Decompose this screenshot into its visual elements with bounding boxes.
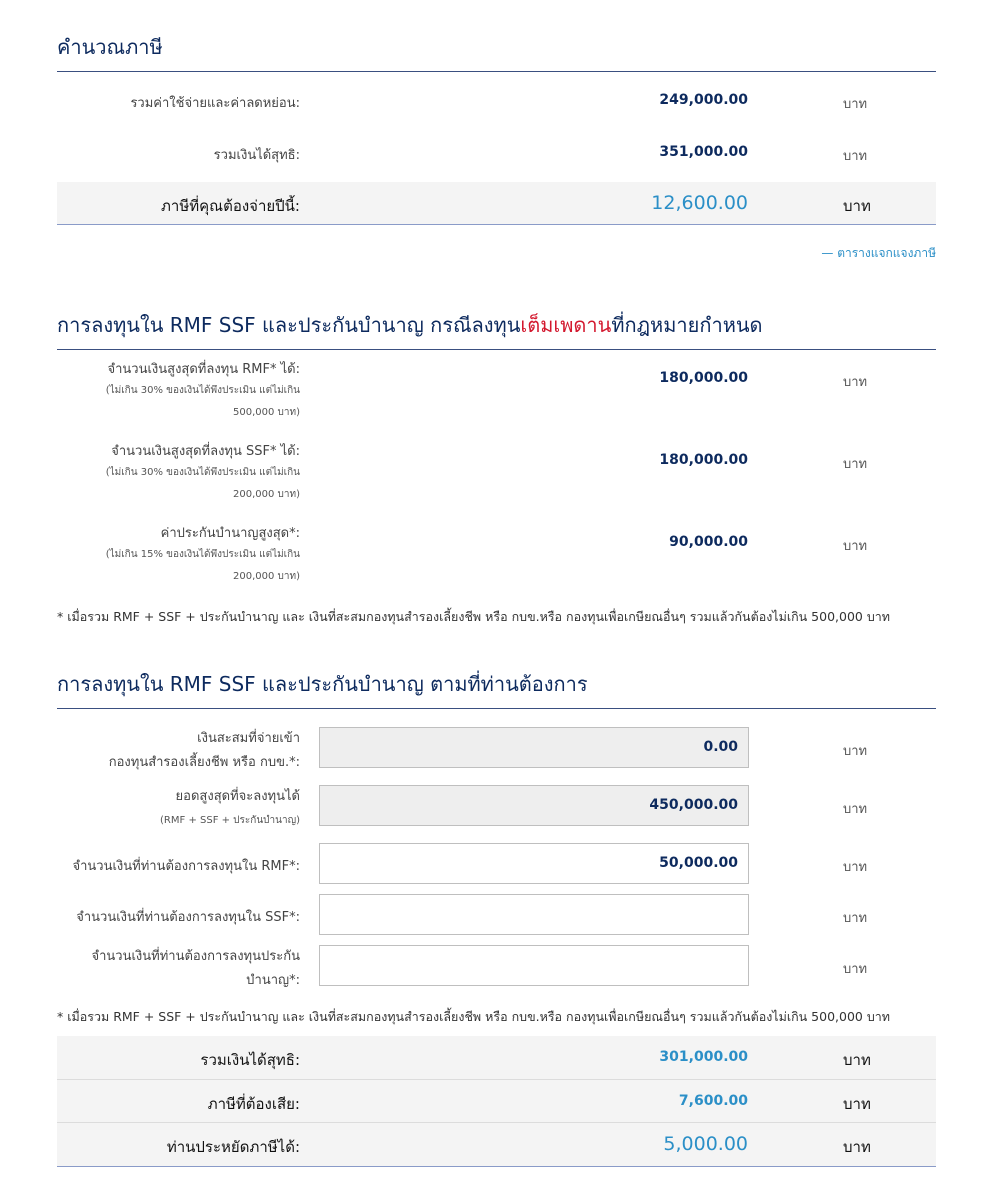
result-tax-row [57, 1080, 936, 1123]
fund-row [57, 727, 936, 775]
ssf-row [57, 894, 936, 936]
max-ins-sub2: 200,000 บาท) [233, 571, 300, 582]
limit-input: 450,000.00 [319, 785, 749, 826]
max-ssf-value: 180,000.00 [659, 452, 748, 468]
ins-unit: บาท [843, 962, 868, 977]
max-ssf-sub1: (ไม่เกิน 30% ของเงินได้พึงประเมิน แต่ไม่เกิน [105, 467, 300, 478]
rmf-label: จำนวนเงินที่ท่านต้องการลงทุนใน RMF*: [72, 859, 300, 874]
max-ins-row [57, 522, 936, 594]
max-ssf-row [57, 440, 936, 512]
max-section [57, 309, 936, 350]
max-rmf-value: 180,000.00 [659, 370, 748, 386]
limit-sub: (RMF + SSF + ประกันบำนาญ) [160, 815, 300, 826]
rmf-input[interactable]: 50,000.00 [319, 843, 749, 884]
result-tax-label: ภาษีที่ต้องเสีย: [207, 1095, 300, 1113]
result-save-unit: บาท [843, 1138, 871, 1156]
result-save-label: ท่านประหยัดภาษีได้: [166, 1138, 300, 1156]
max-rmf-label: จำนวนเงินสูงสุดที่ลงทุน RMF* ได้: [107, 362, 300, 377]
result-save-value: 5,000.00 [663, 1133, 748, 1155]
expense-row [57, 90, 936, 114]
tax-due-unit: บาท [843, 197, 871, 215]
limit-row [57, 785, 936, 833]
net-income-value: 351,000.00 [659, 144, 748, 160]
fund-unit: บาท [843, 744, 868, 759]
calc-title: คำนวณภาษี [57, 31, 936, 72]
result-tax-value: 7,600.00 [678, 1093, 748, 1109]
want-note: * เมื่อรวม RMF + SSF + ประกันบำนาญ และ เงินที่สะสมกองทุนสำรองเลี้ยงชีพ หรือ กบข.หรือ กองทุนเพื่อเกษียณอื่นๆ รวมแล้วกันต้องไม่เกิน 500,000 บาท [57, 1009, 891, 1024]
max-ssf-sub2: 200,000 บาท) [233, 489, 300, 500]
limit-label: ยอดสูงสุดที่จะลงทุนได้ [175, 789, 300, 804]
max-ins-label: ค่าประกันบำนาญสูงสุด*: [160, 526, 300, 541]
max-ins-unit: บาท [843, 539, 868, 554]
max-title-highlight: เต็มเพดาน [520, 313, 612, 337]
result-net-unit: บาท [843, 1051, 871, 1069]
ins-label-2: บำนาญ*: [246, 973, 300, 988]
tax-due-row [57, 182, 936, 225]
max-rmf-sub2: 500,000 บาท) [233, 407, 300, 418]
max-title-post: ที่กฎหมายกำหนด [611, 313, 763, 337]
max-ssf-label: จำนวนเงินสูงสุดที่ลงทุน SSF* ได้: [111, 444, 300, 459]
result-net-label: รวมเงินได้สุทธิ: [200, 1051, 300, 1069]
max-title [57, 309, 936, 350]
rmf-row [57, 843, 936, 885]
fund-label-1: เงินสะสมที่จ่ายเข้า [197, 731, 300, 746]
fund-input: 0.00 [319, 727, 749, 768]
max-rmf-sub1: (ไม่เกิน 30% ของเงินได้พึงประเมิน แต่ไม่เกิน [105, 385, 300, 396]
ins-label-1: จำนวนเงินที่ท่านต้องการลงทุนประกัน [91, 949, 300, 964]
want-section [57, 668, 936, 709]
max-ssf-unit: บาท [843, 457, 868, 472]
calc-section [57, 31, 936, 72]
max-ins-value: 90,000.00 [669, 534, 748, 550]
net-income-label: รวมเงินได้สุทธิ: [213, 148, 300, 163]
expense-label: รวมค่าใช้จ่ายและค่าลดหย่อน: [130, 96, 300, 111]
ssf-label: จำนวนเงินที่ท่านต้องการลงทุนใน SSF*: [76, 910, 300, 925]
max-rmf-row [57, 358, 936, 430]
net-income-unit: บาท [843, 149, 868, 164]
ssf-input[interactable] [319, 894, 749, 935]
result-save-row [57, 1123, 936, 1167]
result-net-row [57, 1036, 936, 1080]
expense-unit: บาท [843, 97, 868, 112]
fund-label-2: กองทุนสำรองเลี้ยงชีพ หรือ กบข.*: [108, 755, 300, 770]
max-rmf-unit: บาท [843, 375, 868, 390]
tax-table-link[interactable]: — ตารางแจกแจงภาษี [821, 246, 936, 260]
expense-value: 249,000.00 [659, 92, 748, 108]
want-title: การลงทุนใน RMF SSF และประกันบำนาญ ตามที่ท่านต้องการ [57, 668, 936, 709]
result-net-value: 301,000.00 [659, 1049, 748, 1065]
ssf-unit: บาท [843, 911, 868, 926]
rmf-unit: บาท [843, 860, 868, 875]
ins-input[interactable] [319, 945, 749, 986]
tax-due-value: 12,600.00 [651, 192, 748, 214]
limit-unit: บาท [843, 802, 868, 817]
max-note: * เมื่อรวม RMF + SSF + ประกันบำนาญ และ เงินที่สะสมกองทุนสำรองเลี้ยงชีพ หรือ กบข.หรือ กองทุนเพื่อเกษียณอื่นๆ รวมแล้วกันต้องไม่เกิน 500,000 บาท [57, 609, 891, 624]
result-tax-unit: บาท [843, 1095, 871, 1113]
ins-row [57, 945, 936, 993]
tax-due-label: ภาษีที่คุณต้องจ่ายปีนี้: [161, 197, 300, 215]
max-ins-sub1: (ไม่เกิน 15% ของเงินได้พึงประเมิน แต่ไม่เกิน [105, 549, 300, 560]
net-income-row [57, 142, 936, 166]
max-title-pre: การลงทุนใน RMF SSF และประกันบำนาญ กรณีลงทุน [57, 313, 521, 337]
